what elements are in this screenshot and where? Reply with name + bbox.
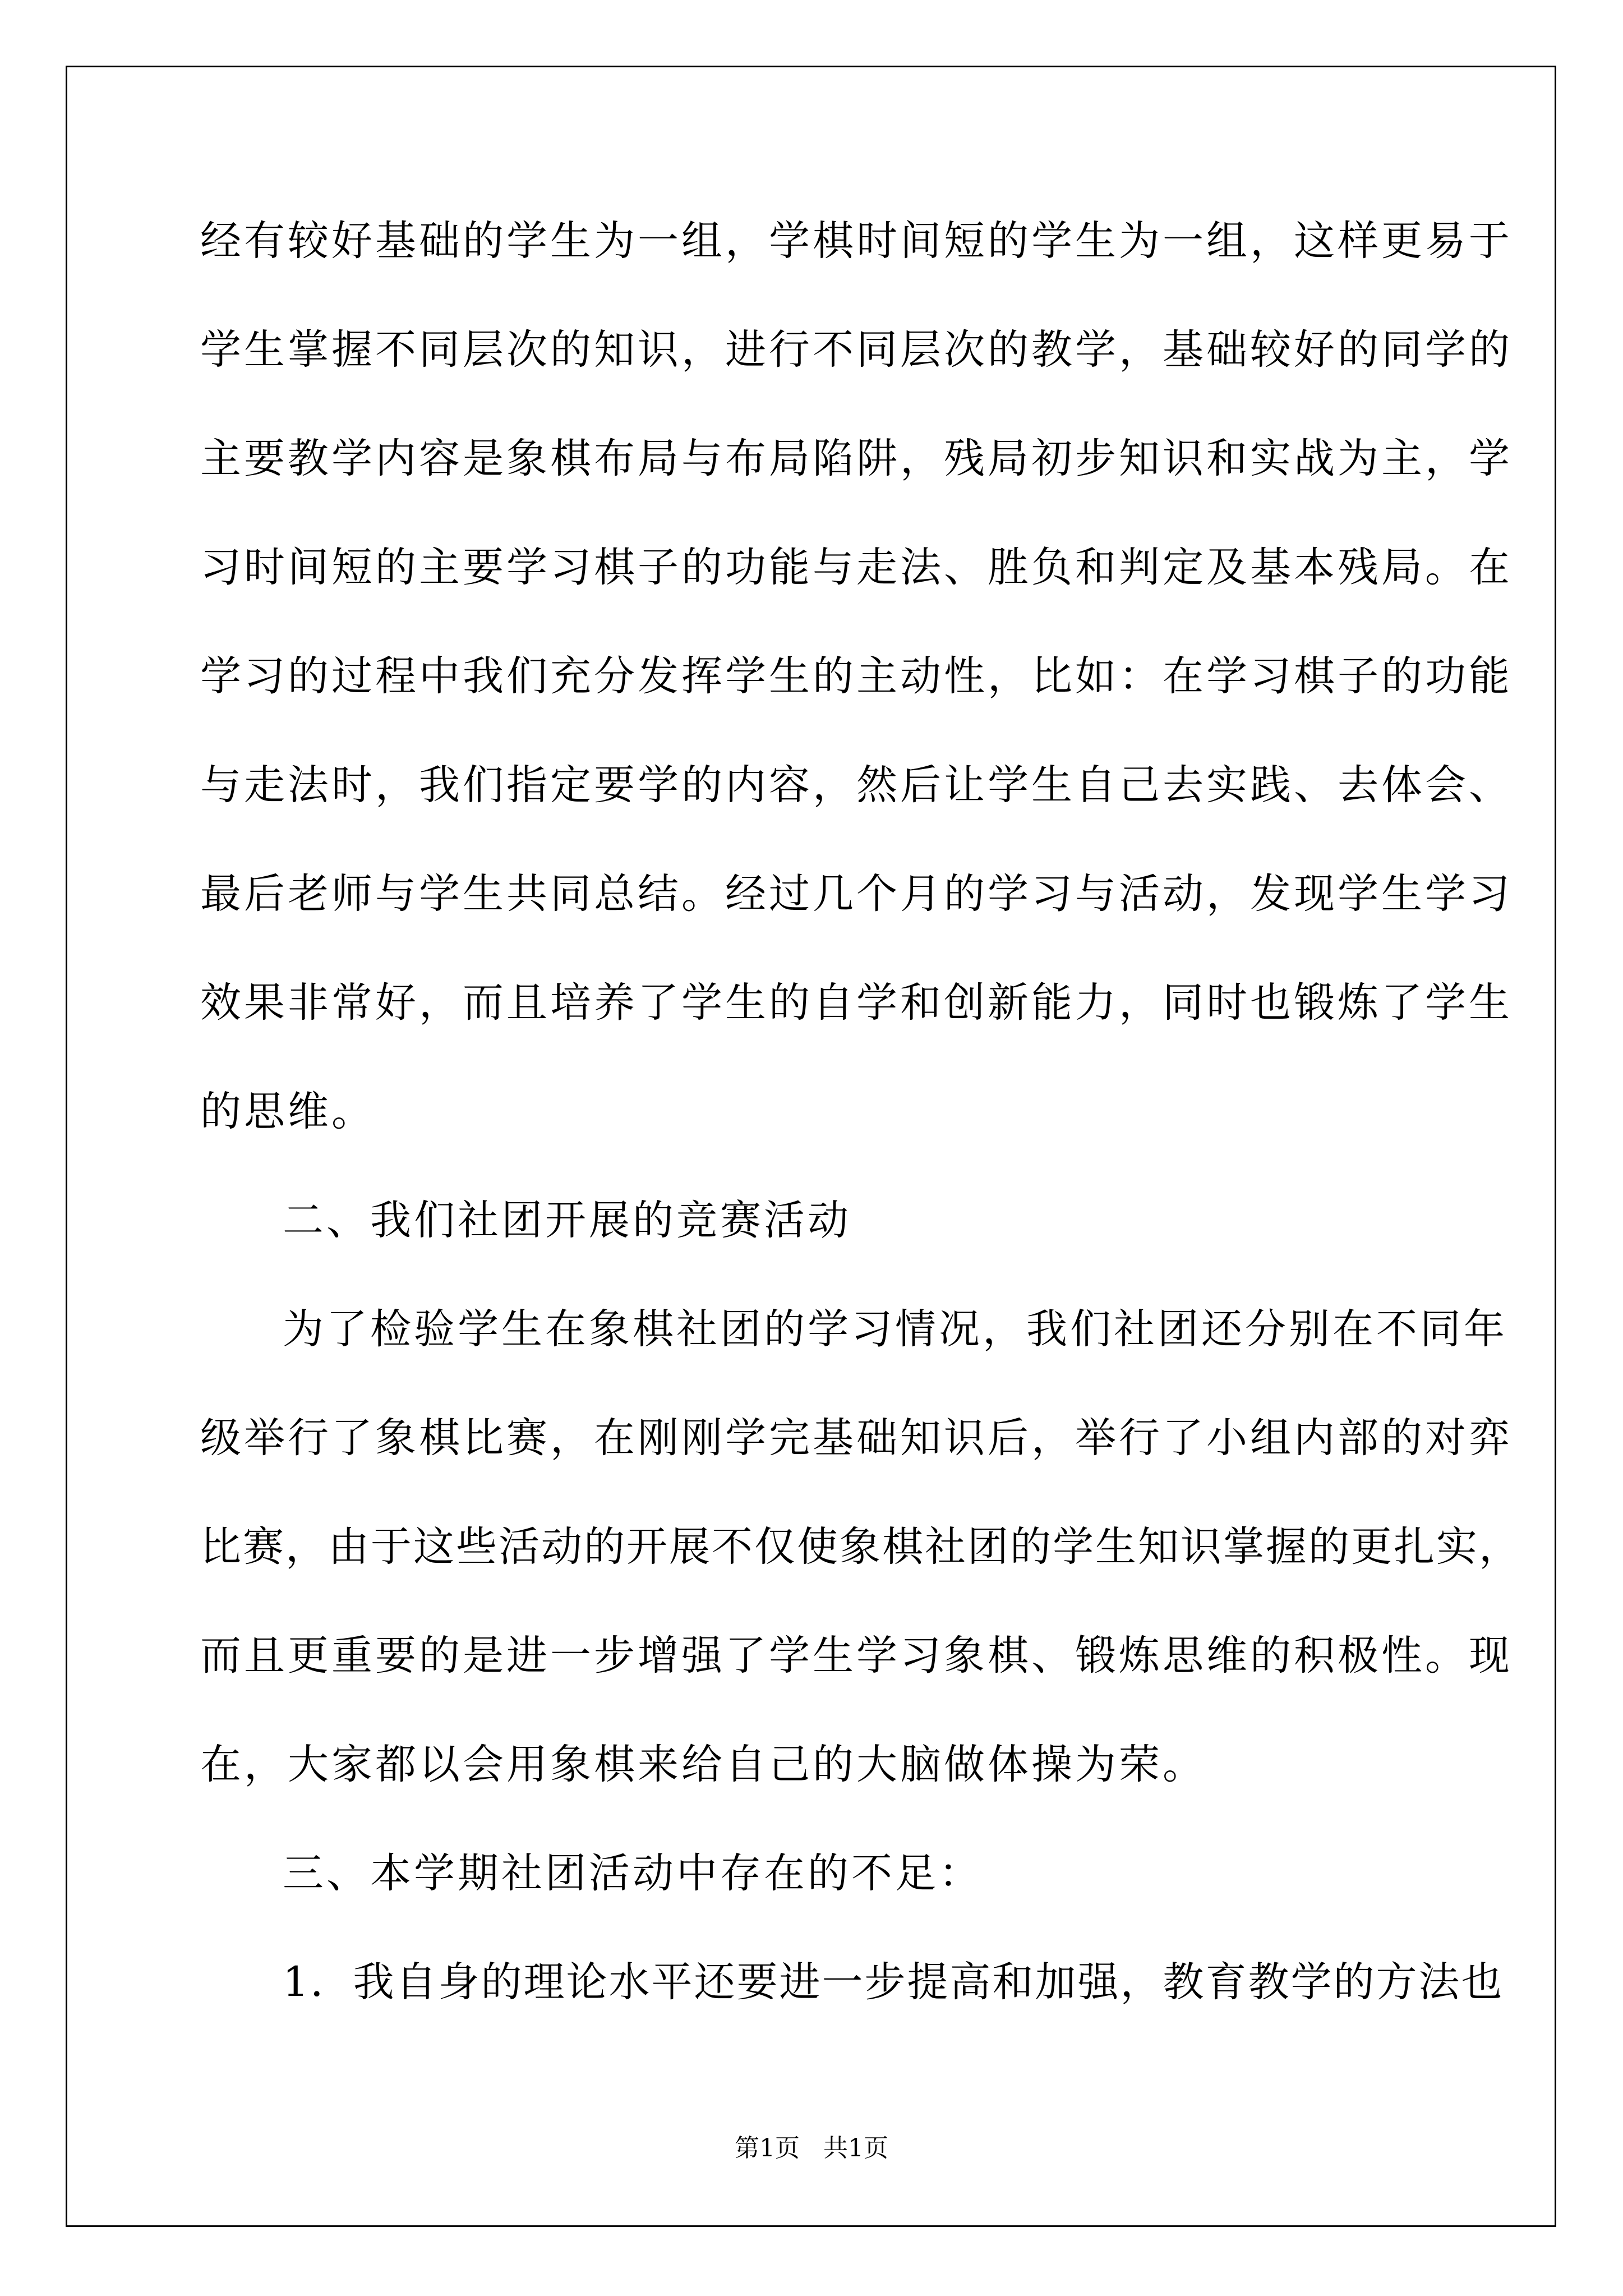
section-heading-3: 三、本学期社团活动中存在的不足： <box>283 1849 983 1897</box>
paragraph-line-13: 而且更重要的是进一步增强了学生学习象棋、锻炼思维的积极性。现 <box>200 1632 1513 1680</box>
paragraph-line-9: 的思维。 <box>200 1088 375 1135</box>
paragraph-line-4: 习时间短的主要学习棋子的功能与走法、胜负和判定及基本残局。在 <box>200 544 1513 591</box>
paragraph-line-10: 为了检验学生在象棋社团的学习情况，我们社团还分别在不同年 <box>283 1305 1507 1353</box>
paragraph-line-14: 在，大家都以会用象棋来给自己的大脑做体操为荣。 <box>200 1741 1206 1788</box>
list-item-1: 1．我自身的理论水平还要进一步提高和加强，教育教学的方法也 <box>283 1958 1504 2006</box>
paragraph-line-11: 级举行了象棋比赛，在刚刚学完基础知识后，举行了小组内部的对弈 <box>200 1414 1513 1462</box>
page-footer: 第1页 共1页 <box>735 2134 888 2162</box>
paragraph-line-8: 效果非常好，而且培养了学生的自学和创新能力，同时也锻炼了学生 <box>200 979 1513 1027</box>
paragraph-line-2: 学生掌握不同层次的知识，进行不同层次的教学，基础较好的同学的 <box>200 326 1513 374</box>
paragraph-line-3: 主要教学内容是象棋布局与布局陷阱，残局初步知识和实战为主，学 <box>200 435 1513 482</box>
section-heading-2: 二、我们社团开展的竞赛活动 <box>283 1197 851 1244</box>
paragraph-line-1: 经有较好基础的学生为一组，学棋时间短的学生为一组，这样更易于 <box>200 217 1513 265</box>
page-border <box>66 66 1556 2227</box>
paragraph-line-7: 最后老师与学生共同总结。经过几个月的学习与活动，发现学生学习 <box>200 870 1513 918</box>
paragraph-line-6: 与走法时，我们指定要学的内容，然后让学生自己去实践、去体会、 <box>200 761 1513 809</box>
paragraph-line-5: 学习的过程中我们充分发挥学生的主动性，比如：在学习棋子的功能 <box>200 652 1513 700</box>
paragraph-line-12: 比赛，由于这些活动的开展不仅使象棋社团的学生知识掌握的更扎实， <box>200 1523 1521 1571</box>
